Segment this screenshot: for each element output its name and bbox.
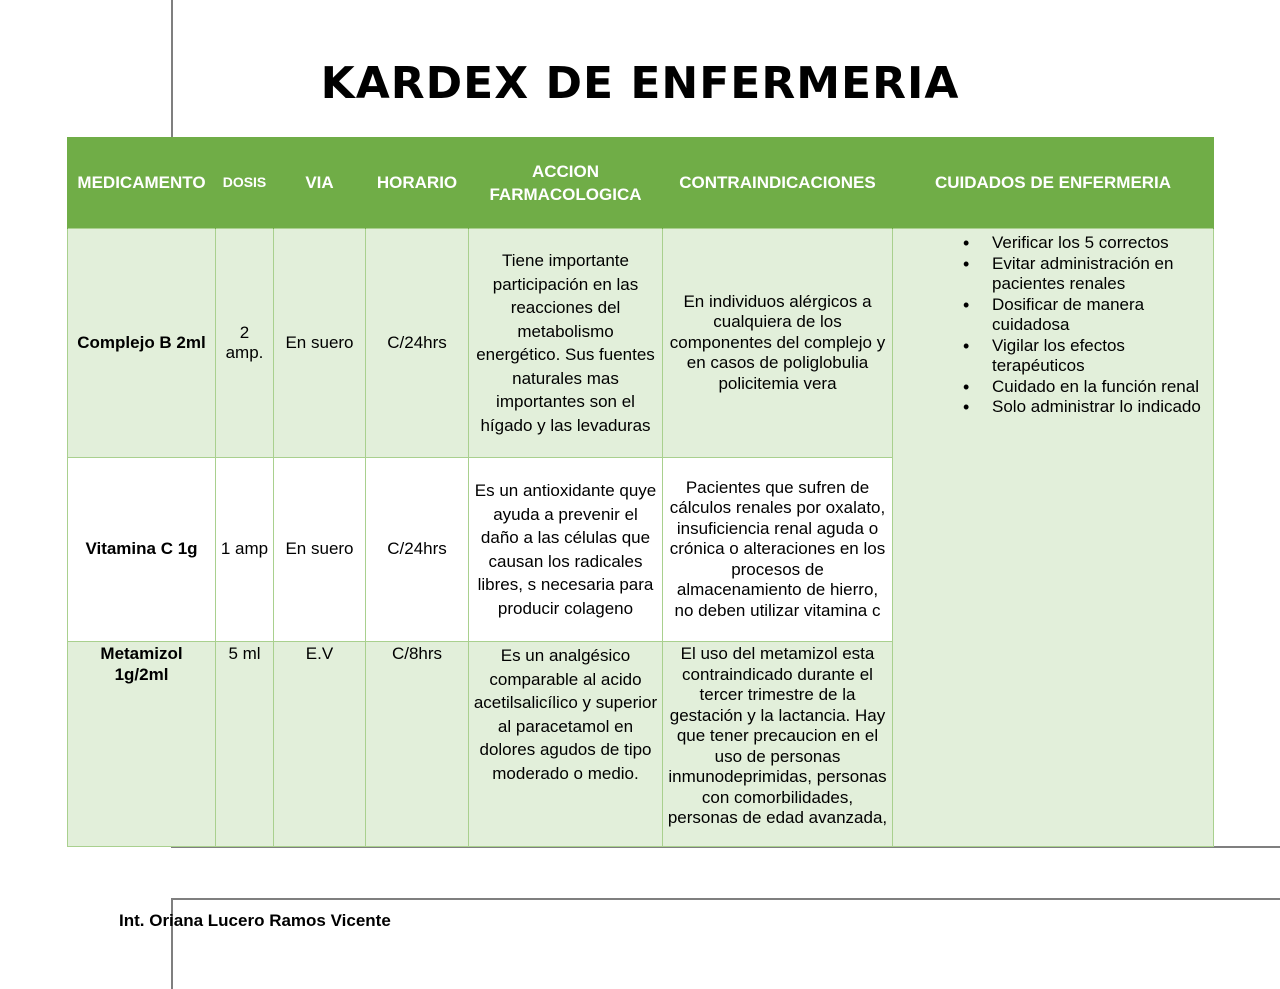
via-cell: E.V — [274, 642, 366, 847]
contraindicaciones-cell: Pacientes que sufren de cálculos renales por oxalato, insuficiencia renal aguda o crónica o alteraciones en los procesos de almacenamiento de hierro, no deben utilizar vitamina c — [663, 458, 893, 642]
medicamento-cell: Metamizol 1g/2ml — [68, 642, 216, 847]
header-accion: ACCION FARMACOLOGICA — [469, 137, 663, 229]
kardex-table — [67, 137, 1214, 847]
header-dosis: DOSIS — [216, 137, 274, 229]
list-item: • Verificar los 5 correctos — [992, 233, 1209, 254]
via-cell: En suero — [274, 458, 366, 642]
dosis-cell: 1 amp — [216, 458, 274, 642]
dosis-cell: 5 ml — [216, 642, 274, 847]
list-item: • Solo administrar lo indicado — [992, 397, 1209, 418]
list-item: • Evitar administración en pacientes renales — [992, 254, 1209, 295]
horario-cell: C/24hrs — [366, 458, 469, 642]
accion-cell: Es un antioxidante quye ayuda a prevenir el daño a las células que causan los radicales libres, s necesaria para producir colageno — [469, 458, 663, 642]
via-cell: En suero — [274, 229, 366, 458]
contraindicaciones-cell: El uso del metamizol esta contraindicado durante el tercer trimestre de la gestación y la lactancia. Hay que tener precaucion en el uso de personas inmunodeprimidas, personas con comorbilidades, personas de edad avanzada, — [663, 642, 893, 847]
accion-cell: Es un analgésico comparable al acido acetilsalicílico y superior al paracetamol en dolores agudos de tipo moderado o medio. — [469, 642, 663, 847]
table-row — [68, 229, 1214, 458]
table-header-row — [68, 137, 1214, 229]
signature-text: Int. Oriana Lucero Ramos Vicente — [119, 911, 391, 930]
header-contraindicaciones: CONTRAINDICACIONES — [663, 137, 893, 229]
horario-cell: C/24hrs — [366, 229, 469, 458]
header-horario: HORARIO — [366, 137, 469, 229]
header-medicamento: MEDICAMENTO — [68, 137, 216, 229]
page-border-bottom-line — [171, 898, 1280, 900]
page-title: KARDEX DE ENFERMERIA — [320, 58, 960, 109]
list-item: • Vigilar los efectos terapéuticos — [992, 336, 1209, 377]
header-via: VIA — [274, 137, 366, 229]
list-item: • Dosificar de manera cuidadosa — [992, 295, 1209, 336]
dosis-cell: 2 amp. — [216, 229, 274, 458]
list-item: • Cuidado en la función renal — [992, 377, 1209, 398]
cuidados-cell — [893, 229, 1214, 847]
accion-cell: Tiene importante participación en las reacciones del metabolismo energético. Sus fuentes naturales mas importantes son el hígado y las levaduras — [469, 229, 663, 458]
contraindicaciones-cell: En individuos alérgicos a cualquiera de los componentes del complejo y en casos de poliglobulia policitemia vera — [663, 229, 893, 458]
medicamento-cell: Vitamina C 1g — [68, 458, 216, 642]
horario-cell: C/8hrs — [366, 642, 469, 847]
cuidados-list — [897, 233, 1209, 418]
medicamento-cell: Complejo B 2ml — [68, 229, 216, 458]
header-cuidados: CUIDADOS DE ENFERMERIA — [893, 137, 1214, 229]
